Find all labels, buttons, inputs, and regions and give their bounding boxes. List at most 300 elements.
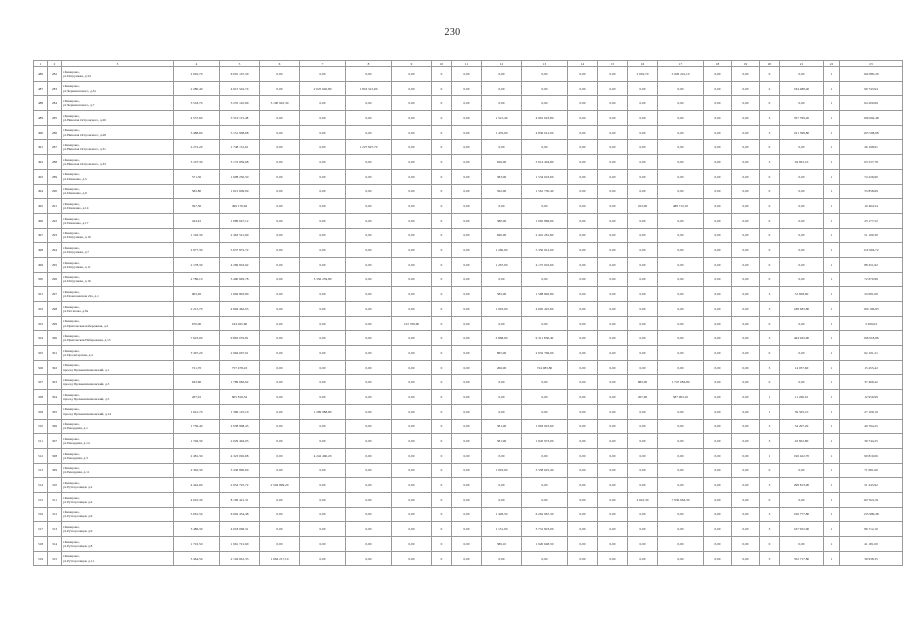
table-cell: 2 868,00 — [482, 331, 522, 346]
address-city: г.Кемерово, — [63, 524, 80, 529]
table-cell: 0,00 — [598, 155, 628, 170]
table-cell: 290 — [48, 184, 62, 199]
table-cell: 0,00 — [452, 390, 482, 405]
table-cell: 0,00 — [260, 419, 300, 434]
table-cell: 1 093,00 — [482, 463, 522, 478]
table-cell: 0,00 — [732, 522, 760, 537]
table-cell: 0,00 — [260, 434, 300, 449]
table-cell: 0,00 — [628, 184, 658, 199]
table-cell: 0,00 — [658, 434, 704, 449]
table-cell: 0,00 — [300, 507, 346, 522]
table-cell: 4 537,60 — [174, 111, 220, 126]
table-cell: 1 — [824, 155, 840, 170]
table-cell: 0 — [432, 404, 452, 419]
column-number-cell: 5 — [220, 61, 260, 67]
table-cell: 1 065 869,60 — [522, 213, 568, 228]
table-cell: 314 — [48, 537, 62, 552]
table-cell: 0,00 — [346, 522, 392, 537]
table-cell: 0,00 — [704, 228, 732, 243]
table-cell: 507 — [34, 375, 48, 390]
table-cell: 489 — [34, 111, 48, 126]
table-cell: 1 — [824, 375, 840, 390]
table-cell: 0,00 — [732, 287, 760, 302]
table-cell: 221 398,80 — [780, 125, 824, 140]
table-cell: 0,00 — [392, 346, 432, 361]
table-cell: 0,00 — [568, 169, 598, 184]
table-cell: 0,00 — [346, 316, 392, 331]
table-cell: 0,00 — [346, 125, 392, 140]
table-cell: 0,00 — [452, 199, 482, 214]
table-cell: 0,00 — [732, 448, 760, 463]
address-street: ул.Рутгерсовцев, д.9 — [63, 529, 93, 534]
table-row — [34, 96, 903, 111]
address-city: г.Кемерово, — [63, 539, 80, 544]
table-cell: 100 196,83 — [840, 302, 903, 317]
table-cell: 0,00 — [598, 96, 628, 111]
address-street: ул.Патрушева, д.16 — [63, 279, 91, 284]
table-cell: 486 — [34, 67, 48, 82]
table-cell: 0,00 — [392, 125, 432, 140]
table-cell: 4 175 919,60 — [522, 257, 568, 272]
address-cell — [62, 155, 174, 170]
table-cell: 0,00 — [732, 111, 760, 126]
table-cell: 4 615 542,74 — [220, 81, 260, 96]
table-cell: 0 — [760, 492, 780, 507]
table-cell: 0,00 — [568, 287, 598, 302]
address-cell — [62, 463, 174, 478]
table-cell: 0,00 — [658, 463, 704, 478]
table-cell: 311 — [48, 492, 62, 507]
table-cell: 2 594 899,20 — [260, 478, 300, 493]
table-cell: 0 — [760, 169, 780, 184]
table-cell: 0,00 — [392, 448, 432, 463]
table-cell: 0,00 — [300, 316, 346, 331]
column-number-cell: 15 — [598, 61, 628, 67]
table-cell: 1 — [824, 228, 840, 243]
address-cell — [62, 96, 174, 111]
table-cell: 0,00 — [732, 507, 760, 522]
table-cell: 2 178,30 — [174, 257, 220, 272]
table-cell: 0,00 — [732, 155, 760, 170]
column-number-cell: 8 — [346, 61, 392, 67]
table-cell: 188 483,80 — [780, 302, 824, 317]
address-city: г.Кемерово, — [63, 451, 80, 456]
table-cell: 1 — [824, 213, 840, 228]
table-cell: 0,00 — [300, 492, 346, 507]
table-cell: 0,00 — [482, 404, 522, 419]
table-cell: 267,91 — [174, 390, 220, 405]
table-cell: 0,00 — [300, 522, 346, 537]
table-cell: 517 — [34, 522, 48, 537]
address-city: г.Кемерово, — [63, 392, 80, 397]
table-cell: 0,00 — [598, 404, 628, 419]
table-cell: 487 — [34, 81, 48, 96]
table-cell: 86 712,10 — [840, 522, 903, 537]
table-cell: 0,00 — [704, 478, 732, 493]
table-cell: 0,00 — [628, 243, 658, 258]
table-row — [34, 302, 903, 317]
table-cell: 1 561 750,40 — [522, 184, 568, 199]
table-cell: 0,00 — [260, 404, 300, 419]
table-cell: 0,00 — [732, 360, 760, 375]
table-cell: 1 — [824, 140, 840, 155]
table-row — [34, 419, 903, 434]
table-row — [34, 434, 903, 449]
table-cell: 301 — [48, 346, 62, 361]
table-cell: 0,00 — [628, 331, 658, 346]
address-cell — [62, 125, 174, 140]
table-cell: 0,00 — [598, 360, 628, 375]
table-cell: 0 — [760, 199, 780, 214]
table-row — [34, 375, 903, 390]
table-cell: 0,00 — [732, 390, 760, 405]
address-cell — [62, 507, 174, 522]
table-cell: 0,00 — [658, 360, 704, 375]
table-cell: 0,00 — [704, 448, 732, 463]
table-cell: 0,00 — [704, 125, 732, 140]
housing-register-table — [33, 60, 903, 566]
table-cell: 0 — [760, 257, 780, 272]
table-cell: 0,00 — [780, 316, 824, 331]
table-cell: 0 — [432, 492, 452, 507]
table-cell: 0,00 — [452, 360, 482, 375]
table-cell: 3 518,70 — [174, 96, 220, 111]
table-cell: 0,00 — [260, 111, 300, 126]
table-cell: 0,00 — [452, 419, 482, 434]
table-cell: 2 104 661,35 — [220, 551, 260, 566]
table-cell: 0,00 — [346, 272, 392, 287]
table-cell: 2 932 766,00 — [522, 346, 568, 361]
table-cell: 0,00 — [392, 96, 432, 111]
table-cell: 12 956,99 — [840, 390, 903, 405]
table-cell: 0,00 — [346, 96, 392, 111]
address-city: г.Кемерово, — [63, 157, 80, 162]
table-cell: 296 — [48, 272, 62, 287]
table-cell: 0 — [432, 184, 452, 199]
table-cell: 0,00 — [658, 140, 704, 155]
table-cell: 1 710,50 — [174, 537, 220, 552]
table-cell: 0,00 — [628, 463, 658, 478]
table-cell: 0,00 — [598, 551, 628, 566]
table-cell: 0,00 — [452, 537, 482, 552]
table-cell: 0,00 — [452, 346, 482, 361]
table-cell: 7 623,00 — [174, 331, 220, 346]
table-cell: 357 799,20 — [780, 111, 824, 126]
table-cell: 0,00 — [658, 125, 704, 140]
table-cell: 0,00 — [732, 537, 760, 552]
table-row — [34, 463, 903, 478]
table-cell: 0,00 — [568, 419, 598, 434]
table-cell: 4 242 460,20 — [300, 448, 346, 463]
table-cell: 0,00 — [732, 184, 760, 199]
table-cell: 3 — [760, 434, 780, 449]
table-cell: 0 — [432, 375, 452, 390]
table-cell: 0,00 — [260, 155, 300, 170]
table-cell: 0,00 — [732, 478, 760, 493]
table-cell: 1 — [824, 537, 840, 552]
table-cell: 0,00 — [598, 331, 628, 346]
table-cell: 2 977,30 — [174, 243, 220, 258]
address-cell — [62, 404, 174, 419]
table-cell: 1 — [824, 243, 840, 258]
table-cell: 1 227 847,70 — [346, 140, 392, 155]
column-number-cell: 12 — [482, 61, 522, 67]
table-cell: 0,00 — [598, 213, 628, 228]
table-cell: 0,00 — [260, 257, 300, 272]
table-cell: 0,00 — [732, 492, 760, 507]
table-row — [34, 404, 903, 419]
table-cell: 0 — [760, 184, 780, 199]
column-number-cell: 13 — [522, 61, 568, 67]
table-cell: 3 — [760, 551, 780, 566]
table-cell: 0,00 — [452, 522, 482, 537]
address-street: ул.Рекордная, д.3 — [63, 455, 88, 460]
table-cell: 0,00 — [482, 316, 522, 331]
table-cell: 0 — [760, 228, 780, 243]
table-cell: 502 — [34, 302, 48, 317]
address-cell — [62, 390, 174, 405]
column-number-cell: 18 — [704, 61, 732, 67]
table-cell: 0,00 — [704, 404, 732, 419]
table-cell: 0,00 — [704, 243, 732, 258]
table-cell: 4 605 425,60 — [522, 302, 568, 317]
table-cell: 0,00 — [452, 316, 482, 331]
address-city: г.Кемерово, — [63, 495, 80, 500]
table-cell: 0,00 — [780, 463, 824, 478]
table-cell: 0,00 — [392, 390, 432, 405]
table-cell: 0 — [432, 507, 452, 522]
table-cell: 0,00 — [598, 257, 628, 272]
table-cell: 0,00 — [482, 551, 522, 566]
address-street: ул.Рутгерсовцев, д.2 — [63, 485, 93, 490]
table-cell: 315 — [48, 551, 62, 566]
table-cell: 0,00 — [522, 81, 568, 96]
table-cell: 0,00 — [568, 257, 598, 272]
table-cell: 4 269 816,92 — [220, 257, 260, 272]
table-row — [34, 522, 903, 537]
table-cell: 72 670,98 — [840, 272, 903, 287]
table-cell: 0,00 — [392, 404, 432, 419]
table-cell: 0,00 — [260, 302, 300, 317]
table-cell: 2 786,10 — [174, 272, 220, 287]
table-cell: 0 — [432, 213, 452, 228]
table-cell: 491 — [34, 140, 48, 155]
table-row — [34, 184, 903, 199]
address-street: ул.Николая Островского, д.31 — [63, 147, 106, 152]
table-cell: 0,00 — [346, 228, 392, 243]
table-cell: 0,00 — [392, 463, 432, 478]
table-cell: 0,00 — [300, 184, 346, 199]
table-cell: 0,00 — [704, 287, 732, 302]
table-cell: 1 — [760, 404, 780, 419]
address-street: ул.Павленко, д.9 — [63, 191, 87, 196]
table-cell: 0,00 — [300, 419, 346, 434]
table-cell: 0,00 — [392, 213, 432, 228]
address-city: г.Кемерово, — [63, 289, 80, 294]
table-cell: 464 943,90 — [780, 331, 824, 346]
table-cell: 0,00 — [598, 448, 628, 463]
table-cell: 0,00 — [346, 463, 392, 478]
table-cell: 0,00 — [704, 96, 732, 111]
address-cell — [62, 287, 174, 302]
table-cell: 0,00 — [300, 169, 346, 184]
table-cell: 0,00 — [568, 199, 598, 214]
table-cell: 9 863 076,81 — [220, 331, 260, 346]
table-cell: 0,00 — [452, 404, 482, 419]
table-cell: 0 — [432, 434, 452, 449]
table-cell: 0 — [760, 346, 780, 361]
table-cell: 0,00 — [522, 492, 568, 507]
table-cell: 1 — [824, 316, 840, 331]
column-number-cell: 20 — [760, 61, 780, 67]
table-cell: 0 — [432, 463, 452, 478]
address-cell — [62, 302, 174, 317]
address-street: ул.Черняховского, д.7 — [63, 103, 95, 108]
table-cell: 252,00 — [628, 199, 658, 214]
table-cell: 164 885,20 — [840, 67, 903, 82]
table-cell: 0,00 — [260, 507, 300, 522]
table-cell: 0,00 — [628, 213, 658, 228]
table-cell: 0,00 — [568, 125, 598, 140]
table-cell: 0,00 — [300, 287, 346, 302]
table-cell: 882,00 — [628, 375, 658, 390]
table-cell: 308 — [48, 448, 62, 463]
table-cell: 492 — [34, 155, 48, 170]
table-cell: 307 — [48, 434, 62, 449]
table-cell: 1 816 521,60 — [346, 81, 392, 96]
table-cell: 0,00 — [392, 140, 432, 155]
table-cell: 0,00 — [522, 404, 568, 419]
table-row — [34, 390, 903, 405]
table-cell: 184 488,40 — [780, 81, 824, 96]
address-cell — [62, 522, 174, 537]
table-cell: 0,00 — [568, 316, 598, 331]
table-cell: 1 — [824, 404, 840, 419]
table-cell: 508 — [34, 390, 48, 405]
table-cell: 1 748 131,61 — [220, 140, 260, 155]
table-cell: 0,00 — [260, 316, 300, 331]
table-cell: 1 366 125,19 — [220, 404, 260, 419]
address-city: г.Кемерово, — [63, 466, 80, 471]
table-cell: 298 813,90 — [780, 478, 824, 493]
table-row — [34, 81, 903, 96]
table-cell: 282 — [48, 67, 62, 82]
table-cell: 0,00 — [704, 302, 732, 317]
table-cell: 495 — [34, 199, 48, 214]
table-cell: 0,00 — [732, 257, 760, 272]
table-cell: 94 825,10 — [780, 155, 824, 170]
table-cell: 0,00 — [452, 287, 482, 302]
table-cell: 0,00 — [452, 257, 482, 272]
table-row — [34, 551, 903, 566]
address-cell — [62, 184, 174, 199]
table-cell: 0,00 — [392, 478, 432, 493]
table-cell: 294 — [48, 243, 62, 258]
table-cell: 1 — [824, 463, 840, 478]
column-number-cell: 21 — [780, 61, 824, 67]
address-city: г.Кемерово, — [63, 260, 80, 265]
table-cell: 0,00 — [300, 67, 346, 82]
table-cell: 0,00 — [452, 81, 482, 96]
address-street: ул.Патрушева, д.11 — [63, 264, 91, 269]
table-cell: 0,00 — [392, 360, 432, 375]
table-cell: 0,00 — [732, 375, 760, 390]
address-city: г.Кемерово, — [63, 245, 80, 250]
table-cell: 3 464,50 — [174, 551, 220, 566]
table-cell: 513 — [34, 463, 48, 478]
table-cell: 90 810,06 — [840, 448, 903, 463]
table-cell: 0,00 — [568, 404, 598, 419]
table-cell: 0,00 — [260, 375, 300, 390]
table-cell: 0,00 — [452, 551, 482, 566]
table-cell: 0 — [432, 140, 452, 155]
address-street: ул.Рекордная, д.1 — [63, 426, 88, 431]
address-cell — [62, 331, 174, 346]
table-cell: 0,00 — [452, 125, 482, 140]
table-cell: 8 109 421,31 — [220, 492, 260, 507]
table-cell: 39 744,25 — [840, 434, 903, 449]
table-cell: 0,00 — [598, 199, 628, 214]
table-cell: 3 358 025,40 — [522, 463, 568, 478]
table-cell: 1 920 648,30 — [522, 537, 568, 552]
table-cell: 0,00 — [568, 507, 598, 522]
table-cell: 3 014 494,80 — [522, 155, 568, 170]
table-cell: 1 — [760, 390, 780, 405]
address-street: проезд Промышленновский, д.5 — [63, 396, 110, 401]
table-cell: 0,00 — [392, 272, 432, 287]
table-cell: 164 925,60 — [220, 316, 260, 331]
column-number-cell: 16 — [628, 61, 658, 67]
table-cell: 0,00 — [392, 184, 432, 199]
table-cell: 4 836 012,00 — [522, 125, 568, 140]
table-cell: 0,00 — [300, 213, 346, 228]
table-cell: 0,00 — [300, 434, 346, 449]
table-cell: 0,00 — [260, 169, 300, 184]
table-cell: 499 176,64 — [220, 199, 260, 214]
address-cell — [62, 360, 174, 375]
table-cell: 0,00 — [628, 155, 658, 170]
table-cell: 0 — [432, 228, 452, 243]
table-cell: 310 — [48, 478, 62, 493]
table-cell: 724 083,80 — [522, 360, 568, 375]
table-cell: 3 — [760, 360, 780, 375]
table-cell: 0,00 — [482, 448, 522, 463]
table-cell: 266,00 — [482, 360, 522, 375]
table-cell: 305 — [48, 404, 62, 419]
table-cell: 0,00 — [260, 184, 300, 199]
column-number-cell: 19 — [732, 61, 760, 67]
table-cell: 496 — [34, 213, 48, 228]
table-cell: 0,00 — [568, 551, 598, 566]
table-cell: 0,00 — [598, 287, 628, 302]
address-street: ул.Пролетарская, д.2 — [63, 352, 93, 357]
table-cell: 0 — [432, 111, 452, 126]
table-cell: 0 — [432, 302, 452, 317]
table-cell: 0,00 — [392, 199, 432, 214]
table-cell: 41 181,00 — [840, 537, 903, 552]
table-cell: 14 057,60 — [780, 360, 824, 375]
table-cell: 303 — [48, 375, 62, 390]
table-cell: 0,00 — [452, 140, 482, 155]
table-row — [34, 67, 903, 82]
table-cell: 0,00 — [346, 448, 392, 463]
table-cell: 302 — [48, 360, 62, 375]
table-cell: 0 — [760, 67, 780, 82]
table-cell: 0,00 — [658, 184, 704, 199]
table-cell: 0 — [432, 478, 452, 493]
table-cell: 352 717,80 — [780, 551, 824, 566]
table-cell: 0 — [760, 140, 780, 155]
